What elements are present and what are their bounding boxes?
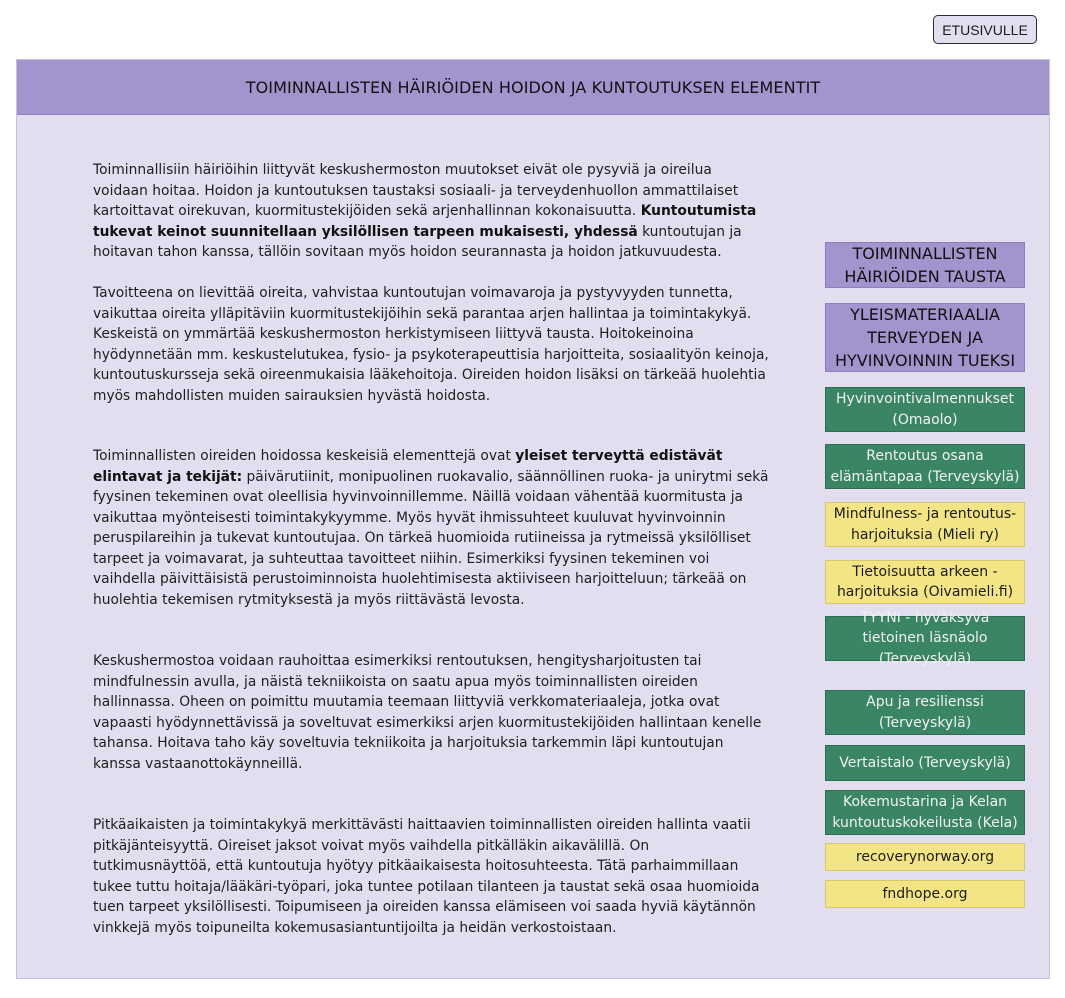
paragraph-text: päivärutiinit, monipuolinen ruokavalio, säännöllinen ruoka- ja unirytmi sekä fyysinen tekeminen ovat oleellisia hyvinvoinnillemme. Näillä voidaan vähentää kuormitusta ja vaikuttaa myönteisesti toimintakykyymme. Myös hyvät ihmissuhteet kuuluvat hyvinvoinnin peruspilareihin ja tukevat kuntoutujaa. On tärkeä huomioida rutiineissa ja rytmeissä yksilölliset tarpeet ja voimavarat, ja suhteuttaa tavoitteet niihin. Esimerkiksi fyysinen tekeminen voi vaihdella päivittäisistä perustoiminnoista huolehtimisesta aktiiviseen harjoitteluun; tärkeää on huolehtia tekemisen rytmityksestä ja myös riittävästä levosta.	[93, 468, 769, 608]
link-vertaistalo[interactable]: Vertaistalo (Terveyskylä)	[825, 745, 1025, 781]
paragraph-text: Tavoitteena on lievittää oireita, vahvistaa kuntoutujan voimavaroja ja pystyvyyden tunnetta, vaikuttaa oireita ylläpitäviin kuormitustekijöihin sekä parantaa arjen hallintaa ja toimintakykyä. Keskeistä on ymmärtää keskushermoston herkistymiseen liittyvä tausta. Hoitokeinoina hyödynnetään mm. keskustelutukea, fysio- ja psykoterapeuttisia harjoitteita, sosiaalityön keinoja, kuntoutuskursseja sekä oireenmukaisia lääkehoitoja. Oireiden hoidon lisäksi on tärkeää huolehtia myös mahdollisten muiden sairauksien hyvästä hoidosta.	[93, 285, 769, 404]
link-kela-kokemustarina[interactable]: Kokemustarina ja Kelan kuntoutuskokeilusta (Kela)	[825, 790, 1025, 835]
long-term-paragraph	[93, 815, 769, 938]
link-oivamieli[interactable]: Tietoisuutta arkeen -harjoituksia (Oivamieli.fi)	[825, 560, 1025, 604]
goals-paragraph	[93, 283, 769, 406]
paragraph-text: kuntoutujan ja hoitavan tahon kanssa, tällöin sovitaan myös hoidon seurannasta ja hoidon jatkuvuudesta.	[93, 223, 742, 260]
paragraph-text: Toiminnallisiin häiriöihin liittyvät keskushermoston muutokset eivät ole pysyviä ja oireilua voidaan hoitaa. Hoidon ja kuntoutuksen taustaksi sosiaali- ja terveydenhuollon ammattilaiset kartoittavat oirekuvan, kuormitustekijöiden sekä arjenhallinnan kokonaisuutta.	[93, 162, 739, 219]
paragraph-text: Keskushermostoa voidaan rauhoittaa esimerkiksi rentoutuksen, hengitysharjoitusten tai mindfulnessin avulla, ja näistä tekniikoista on saatu apua myös toiminnallisten oireiden hallinnassa. Oheen on poimittu muutamia teemaan liittyviä verkkomateriaaleja, jotka ovat vapaasti hyödynnettävissä ja soveltuvat esimerkiksi arjen kuormitustekijöiden hallintaan kenelle tahansa. Hoitava taho käy soveltuvia tekniikoita ja harjoituksia tarkemmin läpi kuntoutujan kanssa vastaanottokäynneillä.	[93, 653, 762, 772]
paragraph-text: Toiminnallisten oireiden hoidossa keskeisiä elementtejä ovat	[93, 448, 516, 464]
content-panel	[16, 59, 1050, 979]
link-omaolo[interactable]: Hyvinvointivalmennukset (Omaolo)	[825, 387, 1025, 432]
link-mieli-ry[interactable]: Mindfulness- ja rentoutus-harjoituksia (Mieli ry)	[825, 502, 1025, 547]
general-material-button[interactable]: YLEISMATERIAALIA TERVEYDEN JA HYVINVOINNIN TUEKSI	[825, 303, 1025, 372]
paragraph-bold-text: yleiset terveyttä edistävät elintavat ja tekijät:	[93, 448, 723, 485]
link-tyyni-terveyskyla[interactable]: TYYNI - hyväksyvä tietoinen läsnäolo (Terveyskylä)	[825, 616, 1025, 661]
home-button[interactable]: ETUSIVULLE	[933, 15, 1037, 44]
background-button[interactable]: TOIMINNALLISTEN HÄIRIÖIDEN TAUSTA	[825, 242, 1025, 288]
page-title: TOIMINNALLISTEN HÄIRIÖIDEN HOIDON JA KUNTOUTUKSEN ELEMENTIT	[17, 60, 1049, 115]
paragraph-bold-text: Kuntoutumista tukevat keinot suunnitellaan yksilöllisen tarpeen mukaisesti, yhdessä	[93, 203, 757, 240]
link-rentoutus-terveyskyla[interactable]: Rentoutus osana elämäntapaa (Terveyskylä)	[825, 444, 1025, 489]
lifestyle-paragraph	[93, 446, 769, 610]
link-recoverynorway[interactable]: recoverynorway.org	[825, 843, 1025, 871]
link-fndhope[interactable]: fndhope.org	[825, 880, 1025, 908]
paragraph-text: Pitkäaikaisten ja toimintakykyä merkittävästi haittaavien toiminnallisten oireiden hallinta vaatii pitkäjänteisyyttä. Oireiset jaksot voivat myös vaihdella pitkälläkin aikavälillä. On tutkimusnäyttöä, että kuntoutuja hyötyy pitkäaikaisesta hoitosuhteesta. Tätä parhaimmillaan tukee tuttu hoitaja/lääkäri-työpari, joka tuntee potilaan tilanteen ja taustat sekä osaa huomioida tuen tarpeet yksilöllisesti. Toipumiseen ja oireiden kanssa elämiseen voi saada hyviä käytännön vinkkejä myös toipuneilta kokemusasiantuntijoilta ja heidän verkostoistaan.	[93, 817, 760, 936]
intro-paragraph	[93, 160, 769, 263]
relaxation-paragraph	[93, 651, 769, 774]
link-apu-resilienssi[interactable]: Apu ja resilienssi (Terveyskylä)	[825, 690, 1025, 735]
